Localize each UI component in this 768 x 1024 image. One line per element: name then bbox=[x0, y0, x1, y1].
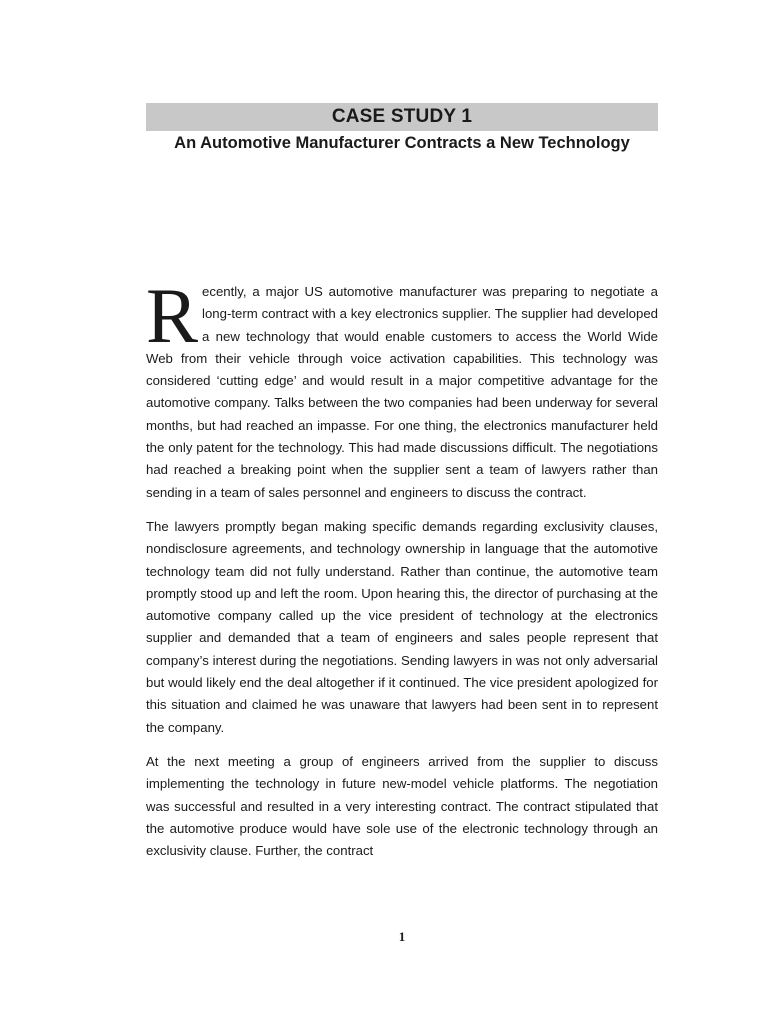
drop-cap: R bbox=[146, 272, 199, 359]
page-number: 1 bbox=[398, 929, 406, 944]
body-text bbox=[146, 272, 658, 874]
paragraph-1-text: ecently, a major US automotive manufacturer was preparing to negotiate a long-term contract with a key electronics supplier. The supplier had developed a new technology that would enable customers to access the World Wide Web from their vehicle through voice activation capabilities. This technology was considered ‘cutting edge’ and would result in a major competitive advantage for the automotive company. Talks between the two companies had been underway for several months, but had reached an impasse. For one thing, the electronics manufacturer held the only patent for the technology. This had made discussions difficult. The negotiations had reached a breaking point when the supplier sent a team of lawyers rather than sending in a team of sales personnel and engineers to discuss the contract. bbox=[146, 284, 658, 500]
paragraph-1 bbox=[146, 272, 658, 504]
case-study-title-bar bbox=[146, 103, 658, 131]
case-study-subtitle: An Automotive Manufacturer Contracts a New Technology bbox=[174, 134, 630, 152]
paragraph-2: The lawyers promptly began making specific demands regarding exclusivity clauses, nondisclosure agreements, and technology ownership in language that the automotive technology team did not fully understand. Rather than continue, the automotive team promptly stood up and left the room. Upon hearing this, the director of purchasing at the automotive company called up the vice president of technology at the electronics supplier and demanded that a team of engineers and sales people represent that company’s interest during the negotiations. Sending lawyers in was not only adversarial but would likely end the deal altogether if it continued. The vice president apologized for this situation and claimed he was unaware that lawyers had been sent in to represent the company. bbox=[146, 518, 658, 735]
paragraph-3: At the next meeting a group of engineers arrived from the supplier to discuss implementing the technology in future new-model vehicle platforms. The negotiation was successful and resulted in a very interesting contract. The contract stipulated that the automotive produce would have sole use of the electronic technology through an exclusivity clause. Further, the contract bbox=[146, 753, 658, 859]
case-study-title: CASE STUDY 1 bbox=[331, 106, 473, 127]
